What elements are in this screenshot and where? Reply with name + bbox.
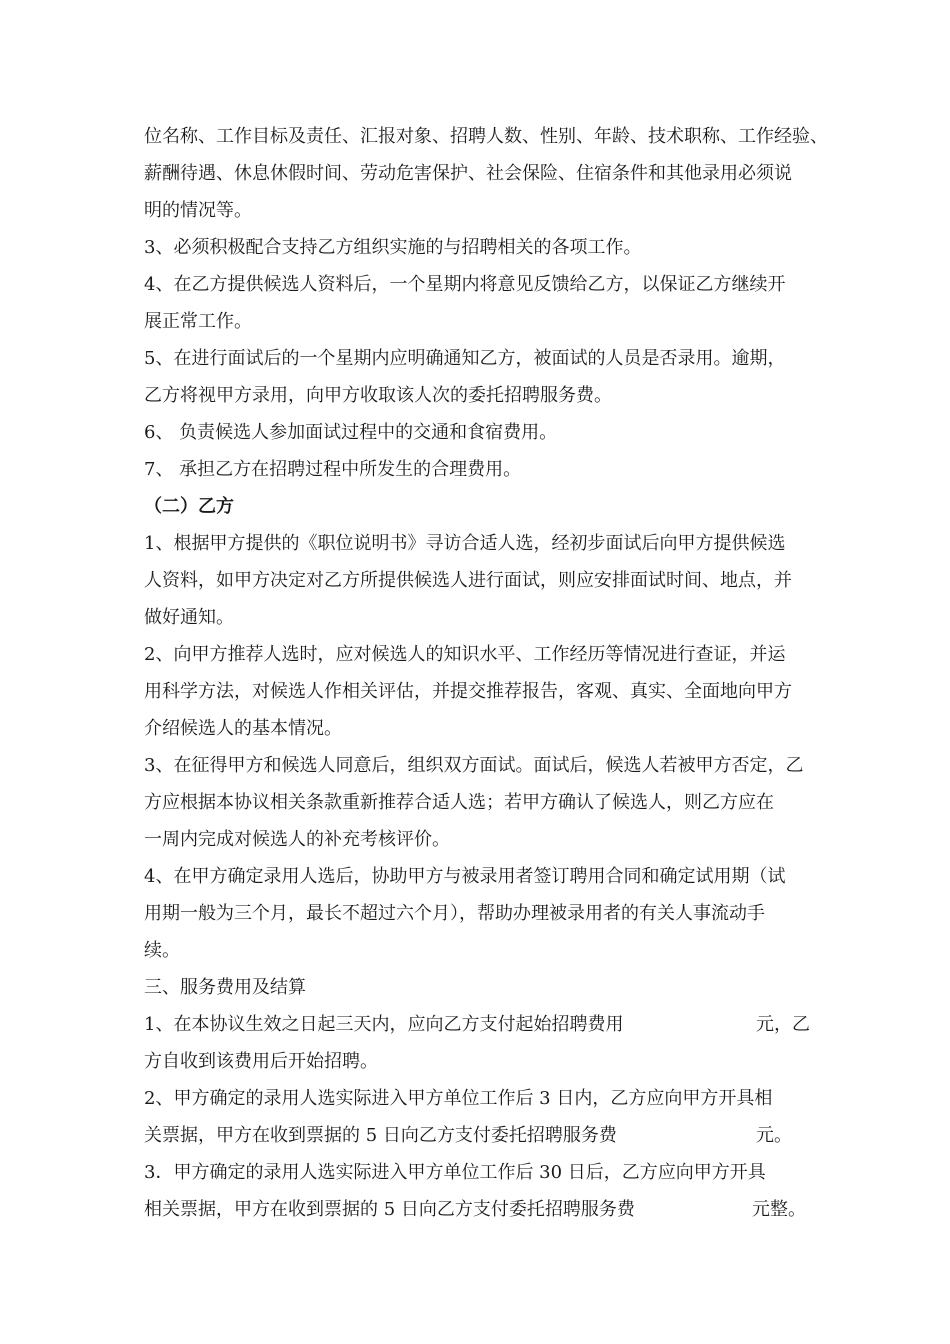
text-line: 展正常工作。 (144, 311, 252, 332)
section-heading: 三、服务费用及结算 (144, 977, 306, 998)
text-segment: 关票据，甲方在收到票据的 5 日向乙方支付委托招聘服务费 (144, 1125, 617, 1146)
text-segment-after-blank: 元，乙 (756, 1014, 810, 1035)
text-line: 方应根据本协议相关条款重新推荐合适人选；若甲方确认了候选人，则乙方应在 (144, 792, 774, 813)
text-line: 2、向甲方推荐人选时，应对候选人的知识水平、工作经历等情况进行查证，并运 (144, 644, 786, 665)
text-line: 介绍候选人的基本情况。 (144, 718, 342, 739)
text-line: 3、在征得甲方和候选人同意后，组织双方面试。面试后，候选人若被甲方否定，乙 (144, 755, 804, 776)
text-line: 4、在乙方提供候选人资料后，一个星期内将意见反馈给乙方，以保证乙方继续开 (144, 274, 786, 295)
text-line: 用科学方法，对候选人作相关评估，并提交推荐报告，客观、真实、全面地向甲方 (144, 681, 792, 702)
text-line: 2、甲方确定的录用人选实际进入甲方单位工作后 3 日内，乙方应向甲方开具相 (144, 1088, 773, 1109)
text-line: 4、在甲方确定录用人选后，协助甲方与被录用者签订聘用合同和确定试用期（试 (144, 866, 786, 887)
text-segment-after-blank: 元。 (756, 1125, 792, 1146)
text-line: 人资料，如甲方决定对乙方所提供候选人进行面试，则应安排面试时间、地点，并 (144, 570, 792, 591)
text-line: 6、 负责候选人参加面试过程中的交通和食宿费用。 (144, 422, 558, 443)
text-line: 做好通知。 (144, 607, 234, 628)
text-line-with-blank (144, 1123, 834, 1149)
section-heading: （二）乙方 (144, 496, 234, 517)
text-line-with-blank (144, 1012, 834, 1038)
text-line: 乙方将视甲方录用，向甲方收取该人次的委托招聘服务费。 (144, 385, 612, 406)
text-line: 续。 (144, 940, 180, 961)
text-line: 位名称、工作目标及责任、汇报对象、招聘人数、性别、年龄、技术职称、工作经验、 (144, 126, 828, 147)
text-line: 3．甲方确定的录用人选实际进入甲方单位工作后 30 日后，乙方应向甲方开具 (144, 1162, 766, 1183)
text-line: 3、必须积极配合支持乙方组织实施的与招聘相关的各项工作。 (144, 237, 642, 258)
text-segment: 相关票据，甲方在收到票据的 5 日向乙方支付委托招聘服务费 (144, 1199, 635, 1220)
text-line: 薪酬待遇、休息休假时间、劳动危害保护、社会保险、住宿条件和其他录用必须说 (144, 163, 792, 184)
text-segment: 1、在本协议生效之日起三天内，应向乙方支付起始招聘费用 (144, 1014, 624, 1035)
text-line: 一周内完成对候选人的补充考核评价。 (144, 829, 450, 850)
text-line: 5、在进行面试后的一个星期内应明确通知乙方，被面试的人员是否录用。逾期， (144, 348, 786, 369)
text-line: 7、 承担乙方在招聘过程中所发生的合理费用。 (144, 459, 522, 480)
text-line-with-blank (144, 1197, 834, 1223)
text-line: 用期一般为三个月，最长不超过六个月），帮助办理被录用者的有关人事流动手 (144, 903, 765, 924)
text-line: 明的情况等。 (144, 200, 252, 221)
text-line: 方自收到该费用后开始招聘。 (144, 1051, 378, 1072)
text-line: 1、根据甲方提供的《职位说明书》寻访合适人选，经初步面试后向甲方提供候选 (144, 533, 786, 554)
text-segment-after-blank: 元整。 (752, 1199, 806, 1220)
